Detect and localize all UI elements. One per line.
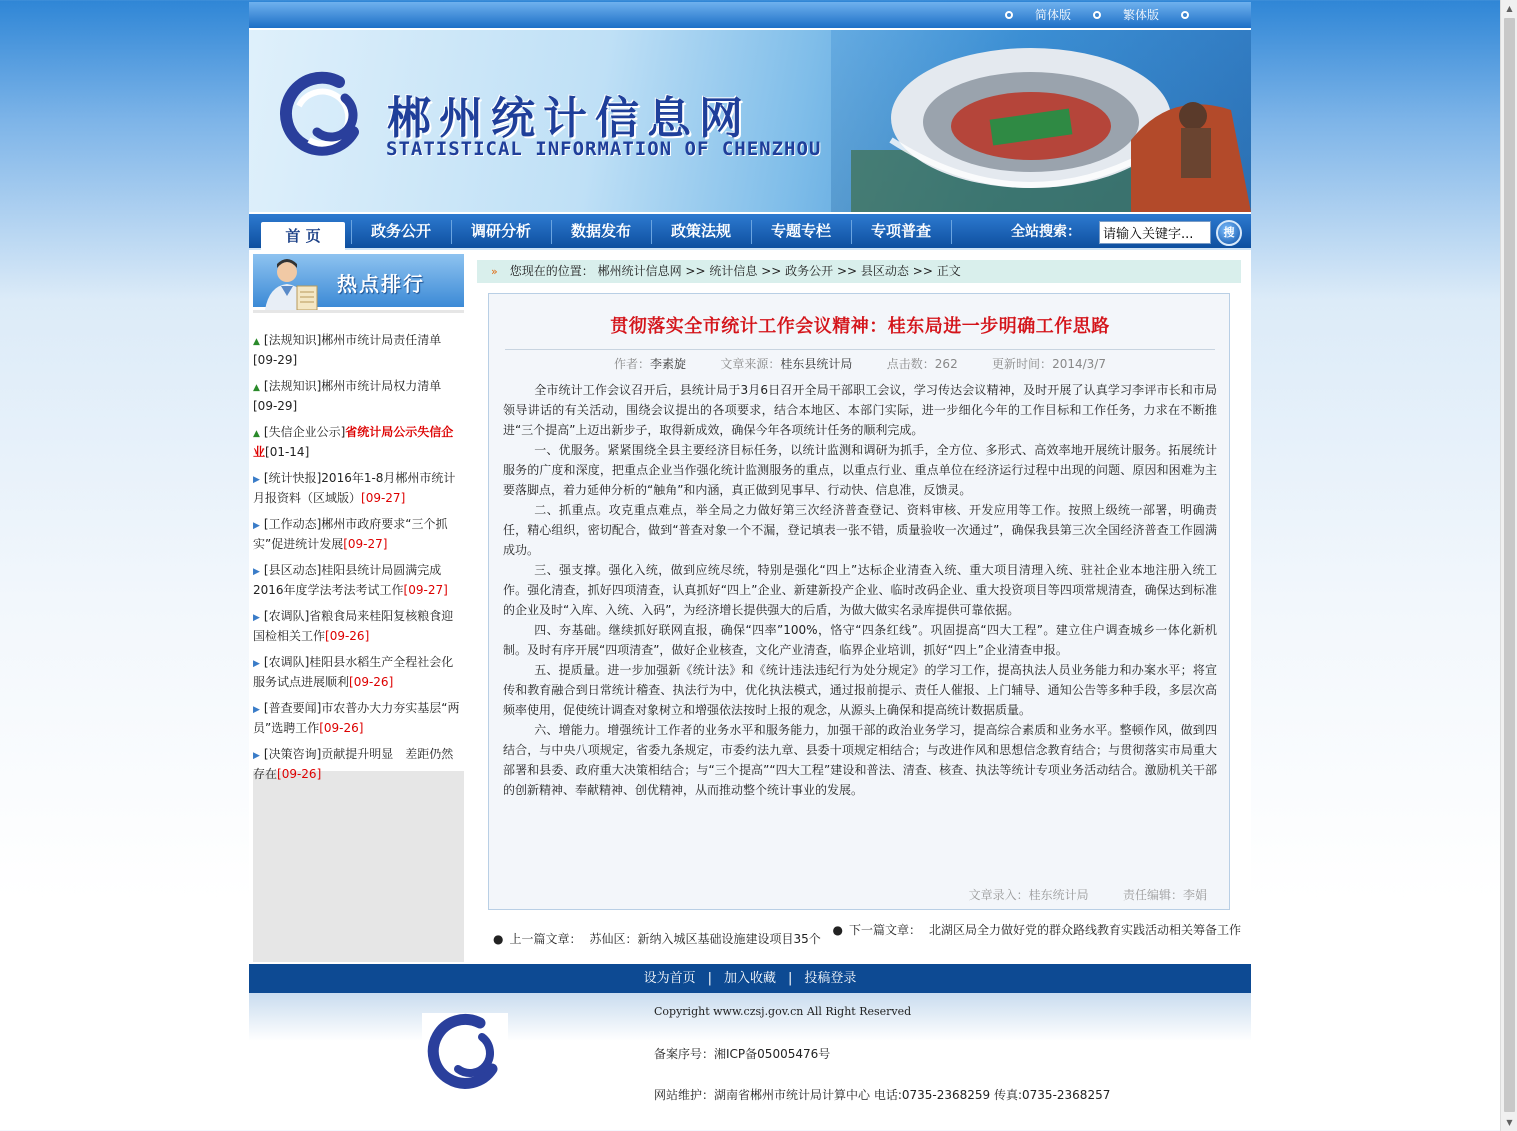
item-date: [09-26] — [319, 721, 364, 735]
list-item[interactable] — [253, 331, 464, 369]
submit-login-link[interactable]: 投稿登录 — [804, 971, 857, 986]
icp-link[interactable]: 湘ICP备05005476号 — [714, 1047, 831, 1061]
entry-label: 文章录入： — [968, 888, 1029, 902]
item-date: [09-26] — [349, 675, 394, 689]
item-category: [失信企业公示] — [263, 425, 346, 439]
language-switcher — [983, 6, 1211, 23]
item-date: [01-14] — [265, 445, 310, 459]
updated-value: 2014/3/7 — [1052, 357, 1106, 371]
maintenance-info: 网站维护：湖南省郴州市统计局计算中心 电话:0735-2368259 传真:0735-2368257 — [654, 1088, 1111, 1102]
list-item[interactable] — [253, 745, 464, 783]
breadcrumb-link-government[interactable]: 政务公开 — [785, 264, 834, 278]
site-footer — [249, 993, 1251, 1113]
article-body — [503, 380, 1217, 800]
item-title[interactable]: 2016年1-8月郴州市统计月报资料（区域版） — [253, 471, 456, 505]
breadcrumb — [477, 260, 1241, 283]
nav-research[interactable]: 调研分析 — [470, 222, 531, 240]
up-arrow-icon: ▲ — [253, 383, 260, 393]
entry-value: 桂东统计局 — [1028, 888, 1089, 902]
item-category: [农调队] — [263, 655, 310, 669]
sidebar-title: 热点排行 — [337, 272, 425, 296]
icp-record — [654, 1045, 830, 1062]
list-item[interactable] — [253, 561, 464, 599]
list-item[interactable] — [253, 515, 464, 553]
triangle-bullet-icon: ▶ — [253, 705, 260, 715]
article-panel — [488, 293, 1230, 910]
scrollbar-thumb[interactable] — [1504, 18, 1515, 1112]
simplified-link[interactable]: 简体版 — [1034, 8, 1071, 22]
up-arrow-icon: ▲ — [253, 337, 260, 347]
item-title[interactable]: 省粮食局来桂阳复核粮食迎国检相关工作 — [253, 609, 454, 643]
breadcrumb-separator: >> — [836, 264, 858, 278]
stadium-illustration — [831, 30, 1251, 212]
add-favorite-link[interactable]: 加入收藏 — [723, 971, 776, 986]
item-title[interactable]: 省统计局公示失信企业 — [253, 425, 454, 459]
search-input[interactable] — [1099, 221, 1211, 244]
copyright-text: Copyright www.czsj.gov.cn All Right Reserved — [654, 1005, 912, 1018]
up-arrow-icon: ▲ — [253, 429, 260, 439]
hot-list — [253, 313, 464, 781]
list-item[interactable] — [253, 377, 464, 415]
icp-label: 备案序号： — [654, 1047, 715, 1061]
breadcrumb-link-county[interactable]: 县区动态 — [860, 264, 909, 278]
item-title[interactable]: 桂阳县水稻生产全程社会化服务试点进展顺利 — [253, 655, 454, 689]
triangle-bullet-icon: ▶ — [253, 475, 260, 485]
person-reading-icon — [259, 256, 329, 310]
page-container — [249, 2, 1251, 1113]
clicks-label: 点击数： — [886, 357, 935, 371]
search-label: 全站搜索： — [1011, 224, 1081, 240]
bullet-icon: ● — [493, 932, 504, 946]
traditional-link[interactable]: 繁体版 — [1122, 8, 1159, 22]
article-credits — [969, 886, 1207, 903]
nav-special-topics[interactable]: 专题专栏 — [770, 222, 831, 240]
list-item[interactable] — [253, 653, 464, 691]
paragraph: 二、抓重点。攻克重点难点，举全局之力做好第三次经济普查登记、资料审核、开发应用等工作。按照上级统一部署，明确责任，精心组织，密切配合，做到“普查对象一个不漏，登记填表一张不错，质量验收一次通过”，确保我县第三次全国经济普查工作圆满成功。 — [503, 503, 1217, 557]
source-value: 桂东县统计局 — [780, 357, 853, 371]
item-category: [决策咨询] — [263, 747, 322, 761]
list-item[interactable] — [253, 699, 464, 737]
prev-link[interactable]: 苏仙区：新纳入城区基础设施建设项目35个 — [589, 932, 821, 946]
triangle-bullet-icon: ▶ — [253, 659, 260, 669]
nav-census[interactable]: 专项普查 — [870, 222, 931, 240]
set-homepage-link[interactable]: 设为首页 — [643, 971, 696, 986]
breadcrumb-separator: >> — [912, 264, 933, 278]
bullet-icon — [1181, 11, 1189, 19]
updated-label: 更新时间： — [992, 357, 1053, 371]
next-article[interactable] — [830, 920, 1241, 940]
site-banner — [249, 30, 1251, 212]
triangle-bullet-icon: ▶ — [253, 567, 260, 577]
item-date: [09-26] — [325, 629, 370, 643]
nav-government-affairs[interactable]: 政务公开 — [370, 222, 431, 240]
next-label: 下一篇文章： — [848, 923, 921, 937]
item-category: [法规知识] — [263, 379, 322, 393]
editor-value: 李娟 — [1182, 888, 1207, 902]
item-title[interactable]: 贡献提升明显 差距仍然存在 — [253, 747, 454, 781]
source-label: 文章来源： — [720, 357, 781, 371]
item-date: [09-27] — [361, 491, 406, 505]
breadcrumb-link-home[interactable]: 郴州统计信息网 — [597, 264, 682, 278]
article-meta — [489, 355, 1231, 372]
breadcrumb-separator: >> — [761, 264, 782, 278]
item-date: [09-29] — [253, 353, 298, 367]
breadcrumb-prefix: 您现在的位置： — [509, 264, 594, 278]
list-item[interactable] — [253, 607, 464, 645]
breadcrumb-separator: >> — [685, 264, 706, 278]
item-title[interactable]: 郴州市政府要求“三个抓实”促进统计发展 — [253, 517, 448, 551]
triangle-bullet-icon: ▶ — [253, 613, 260, 623]
editor-label: 责任编辑： — [1122, 888, 1183, 902]
scroll-up-icon[interactable]: ▲ — [1501, 0, 1517, 17]
article-title: 贯彻落实全市统计工作会议精神：桂东局进一步明确工作思路 — [610, 316, 1110, 337]
nav-divider — [951, 220, 952, 244]
nav-policies[interactable]: 政策法规 — [670, 222, 731, 240]
item-title[interactable]: 郴州市统计局权力清单 — [321, 379, 442, 393]
breadcrumb-link-statistics[interactable]: 统计信息 — [709, 264, 758, 278]
item-date: [09-29] — [253, 399, 298, 413]
footer-links-bar — [249, 964, 1251, 993]
item-category: [县区动态] — [263, 563, 322, 577]
list-item[interactable] — [253, 423, 464, 461]
divider — [505, 349, 1215, 350]
list-item[interactable] — [253, 469, 464, 507]
hot-ranking-sidebar — [253, 254, 464, 962]
item-title[interactable]: 市农普办大力夯实基层“两员”选聘工作 — [253, 701, 460, 735]
item-date: [09-27] — [343, 537, 388, 551]
main-nav — [249, 214, 1251, 250]
triangle-bullet-icon: ▶ — [253, 521, 260, 531]
triangle-bullet-icon: ▶ — [253, 751, 260, 761]
bullet-icon — [1093, 11, 1101, 19]
paragraph: 全市统计工作会议召开后，县统计局于3月6日召开全局干部职工会议，学习传达会议精神，及时开展了认真学习李评市长和市局领导讲话的有关活动，围绕会议提出的各项要求，结合本地区、本部门实际，进一步细化今年的工作目标和工作任务，力求在不断推进“三个提高”上迈出新步子，取得新成效，确保今年各项统计任务的顺利完成。 — [503, 383, 1217, 437]
nav-home[interactable]: 首 页 — [261, 222, 345, 250]
item-date: [09-27] — [403, 583, 448, 597]
separator: | — [788, 971, 793, 986]
bullet-icon: ● — [832, 923, 843, 937]
paragraph: 一、优服务。紧紧围绕全县主要经济目标任务，以统计监测和调研为抓手，全方位、多形式、高效率地开展统计服务。拓展统计服务的广度和深度，把重点企业当作强化统计监测服务的重点，以重点行业、重点单位在经济运行过程中出现的问题、原因和困难为主要落脚点，着力延伸分析的“触角”和内涵，真正做到见事早、行动快、信息准，反馈灵。 — [503, 443, 1217, 497]
breadcrumb-current: 正文 — [936, 264, 961, 278]
double-arrow-icon: » — [491, 265, 498, 278]
site-logo-icon[interactable] — [279, 70, 369, 160]
site-title: 郴州统计信息网 — [387, 93, 751, 144]
vertical-scrollbar[interactable] — [1500, 0, 1517, 1131]
prev-label: 上一篇文章： — [509, 932, 582, 946]
bullet-icon — [1005, 11, 1013, 19]
separator: | — [707, 971, 712, 986]
item-category: [法规知识] — [263, 333, 322, 347]
next-link[interactable]: 北湖区局全力做好党的群众路线教育实践活动相关筹备工作 — [928, 923, 1241, 937]
paragraph: 六、增能力。增强统计工作者的业务水平和服务能力，加强干部的政治业务学习，提高综合素质和业务水平。整顿作风，做到四结合，与中央八项规定，省委九条规定，市委约法九章、县委十项规定相结合；与改进作风和思想信念教育结合；与贯彻落实市局重大部署和县委、政府重大决策相结合；与“三个提高”“四大工程”建设和普法、清查、核查、执法等统计专项业务活动结合。激励机关干部的创新精神、奉献精神、创优精神，从而推动整个统计事业的发展。 — [503, 723, 1217, 797]
item-category: [工作动态] — [263, 517, 322, 531]
paragraph: 三、强支撑。强化入统，做到应统尽统，特别是强化“四上”达标企业清查入统、重大项目清理入统、驻社企业本地注册入统工作。强化清查，抓好四项清查，认真抓好“四上”企业、新建新投产企业、临时改码企业、重大投资项目等四项常规清查，确保达到标准的企业及时“入库、入统、入码”，为经济增长提供强大的后盾，为做大做实名录库提供可靠依据。 — [503, 563, 1217, 617]
nav-data-release[interactable]: 数据发布 — [570, 222, 631, 240]
item-category: [农调队] — [263, 609, 310, 623]
item-title[interactable]: 桂阳县统计局圆满完成2016年度学法考法考试工作 — [253, 563, 442, 597]
paragraph: 五、提质量。进一步加强新《统计法》和《统计违法违纪行为处分规定》的学习工作，提高执法人员业务能力和办案水平；将宣传和教育融合到日常统计稽查、执法行为中，优化执法模式，通过报前提示、责任人催报、上门辅导、通知公告等多种手段，多层次高频率使用，促使统计调查对象树立和增强依法按时上报的观念，从源头上确保和提高统计数据质量。 — [503, 663, 1217, 717]
item-title[interactable]: 郴州市统计局责任清单 — [321, 333, 442, 347]
author-label: 作者： — [614, 357, 651, 371]
search-button[interactable]: 搜 — [1216, 220, 1242, 246]
clicks-value: 262 — [934, 357, 958, 371]
prev-article[interactable] — [493, 930, 821, 947]
item-category: [普查要闻] — [263, 701, 322, 715]
item-date: [09-26] — [277, 767, 322, 781]
author-value: 李素旋 — [650, 357, 687, 371]
item-category: [统计快报] — [263, 471, 322, 485]
footer-logo-icon — [422, 1013, 508, 1093]
scroll-down-icon[interactable]: ▼ — [1501, 1114, 1517, 1131]
paragraph: 四、夯基础。继续抓好联网直报，确保“四率”100%，恪守“四条红线”。巩固提高“四大工程”。建立住户调查城乡一体化新机制。及时有序开展“四项清查”，做好企业核查，文化产业清查，临界企业培训，抓好“四上”企业清查申报。 — [503, 623, 1217, 657]
site-subtitle: STATISTICAL INFORMATION OF CHENZHOU — [386, 138, 822, 160]
top-strip — [249, 2, 1251, 28]
sidebar-header — [253, 254, 464, 310]
